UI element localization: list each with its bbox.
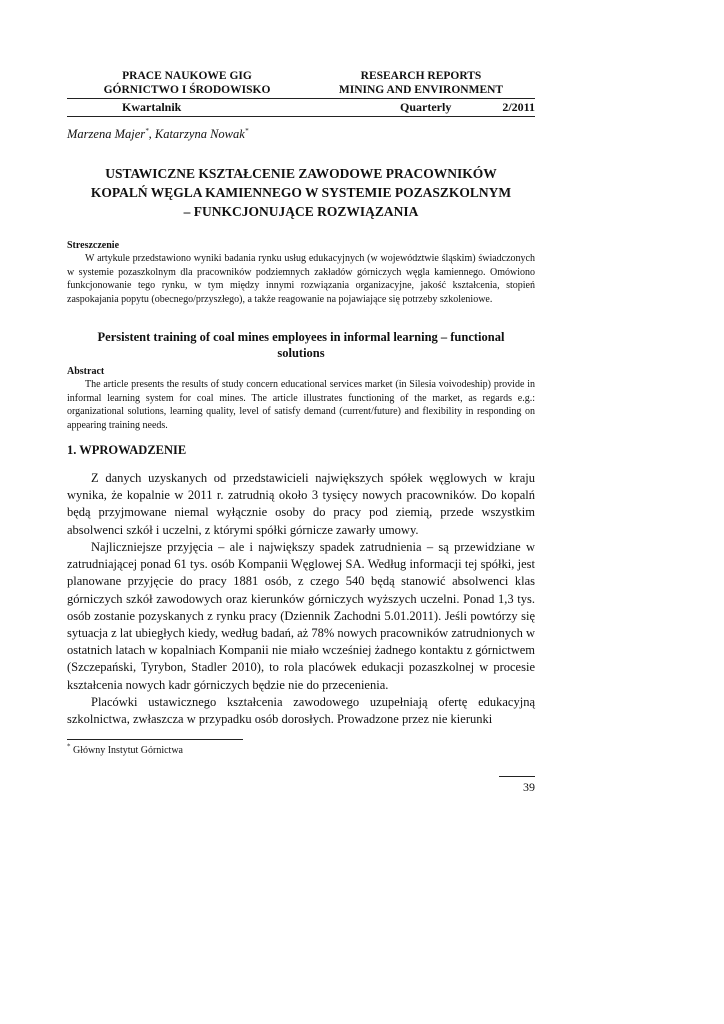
author-2: Katarzyna Nowak bbox=[154, 127, 245, 141]
header-left-line2: GÓRNICTWO I ŚRODOWISKO bbox=[103, 84, 271, 96]
page-number: 39 bbox=[523, 780, 535, 794]
title-en-line-2: solutions bbox=[277, 346, 325, 360]
footnote-rule bbox=[67, 739, 243, 740]
running-header bbox=[67, 69, 535, 97]
abstract-label: Abstract bbox=[67, 366, 105, 377]
title-en-line-1: Persistent training of coal mines employees in informal learning – functional bbox=[97, 330, 505, 344]
streszczenie-label: Streszczenie bbox=[67, 240, 120, 251]
body-paragraph-2: Najliczniejsze przyjęcia – ale i największy spadek zatrudnienia – są przewidziane w zatrudniającej ponad 61 tys. osób Kompanii Węglowej SA. Według informacji tej spółki, jest planowane przyjęcie do pracy 1881 osób, z czego 540 będą stanowić absolwenci klas górniczych szkół zawodowych oraz kierunków górniczych wyższych uczelni. Ponad 1,3 tys. osób zostanie pozyskanych z rynku pracy (Dziennik Zachodni 5.01.2011). Jeśli powtórzy się sytuacja z lat ubiegłych kiedy, według badań, aż 78% nowych pracowników zatrudnionych w ostatnich latach w kopalniach Kompanii nie miało wcześniej żadnego kontaktu z górnictwem (Szczepański, Tyrybon, Stadler 2010), to rola placówek edukacji pozaszkolnej w procesie kształcenia nowych kadr górniczych będzie nie do przecenienia. bbox=[67, 540, 535, 692]
body-paragraph-3: Placówki ustawicznego kształcenia zawodowego uzupełniają ofertę edukacyjną szkolnictwa, zwłaszcza w przypadku osób dorosłych. Prowadzone przez nie kierunki bbox=[67, 695, 535, 727]
paper-title-pl bbox=[67, 164, 535, 221]
authors bbox=[67, 127, 248, 142]
header-kwartalnik: Kwartalnik bbox=[122, 100, 182, 114]
header-left-line1: PRACE NAUKOWE GIG bbox=[122, 70, 252, 82]
header-issue: 2/2011 bbox=[502, 100, 535, 114]
abstract-text: The article presents the results of study concern educational services market (in Silesia voivodeship) provide in informal learning system for coal mines. The article illustrates functioning of the market, as regards e.g.: organizational solutions, learning quality, level of satisfy demand (current/future) and flexibility in responding on appearing training needs. bbox=[67, 379, 535, 431]
header-right-line2: MINING AND ENVIRONMENT bbox=[338, 84, 504, 96]
paper-title-en bbox=[67, 329, 535, 361]
title-line-1: USTAWICZNE KSZTAŁCENIE ZAWODOWE PRACOWNIKÓW bbox=[105, 166, 497, 181]
author-2-mark: * bbox=[244, 126, 249, 135]
header-right-line1: RESEARCH REPORTS bbox=[360, 70, 482, 82]
footnote-mark: * bbox=[67, 742, 71, 751]
header-issue-line bbox=[67, 99, 535, 115]
header-quarterly: Quarterly bbox=[400, 100, 452, 114]
streszczenie-text: W artykule przedstawiono wyniki badania rynku usług edukacyjnych (w województwie śląskim) świadczonych w systemie pozaszkolnym dla pracowników podziemnych zakładów górniczych węgla kamiennego. Omówiono funkcjonowanie tego rynku, w tym między innymi rozwiązania organizacyjne, jakość kształcenia, stopień zaspokajania popytu (obecnego/przyszłego), a także reagowanie na pojawiające się potrzeby szkoleniowe. bbox=[67, 253, 535, 305]
title-line-3: – FUNKCJONUJĄCE ROZWIĄZANIA bbox=[183, 204, 419, 219]
author-separator: , bbox=[148, 127, 155, 141]
footnote-text: Główny Instytut Górnictwa bbox=[73, 745, 183, 756]
author-1-mark: * bbox=[145, 126, 149, 135]
body-paragraph-1: Z danych uzyskanych od przedstawicieli największych spółek węglowych w kraju wynika, że kopalnie w 2011 r. zatrudnią około 3 tysięcy nowych pracowników. Do kopalń będą przyjmowane niemal wyłącznie osoby do pracy pod ziemią, przede wszystkim absolwenci szkół i uczelni, z którymi spółki górnicze zawarły umowy. bbox=[67, 471, 535, 537]
header-rule-bottom bbox=[67, 116, 535, 117]
author-1: Marzena Majer bbox=[67, 127, 146, 141]
header-journal-en bbox=[307, 69, 535, 97]
footnote bbox=[67, 742, 183, 756]
title-line-2: KOPALŃ WĘGLA KAMIENNEGO W SYSTEMIE POZASZKOLNYM bbox=[90, 185, 512, 200]
header-journal-pl bbox=[67, 69, 307, 97]
section-heading: 1. WPROWADZENIE bbox=[67, 443, 187, 457]
page-number-rule bbox=[499, 776, 535, 777]
